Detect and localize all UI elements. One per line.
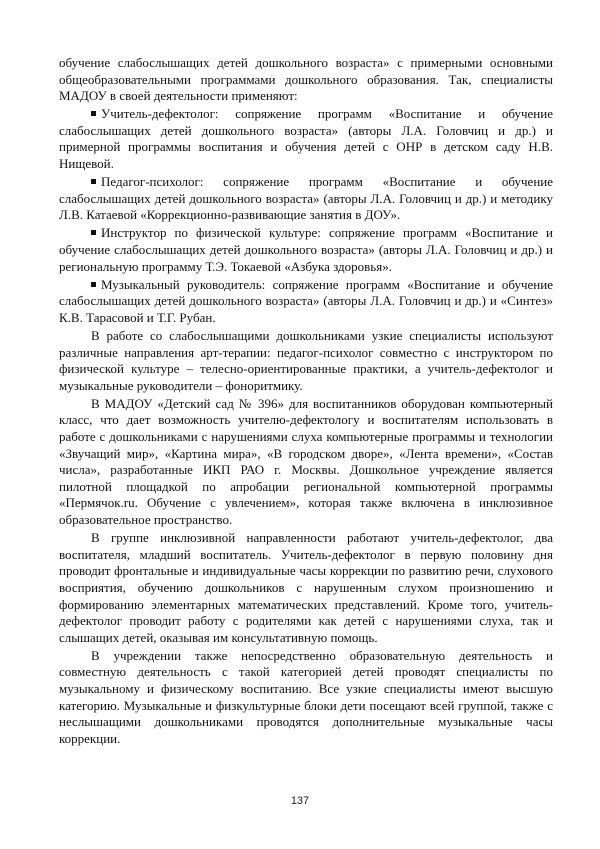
bullet-item-pe-instructor [59,225,553,275]
bullet-icon [91,230,96,235]
bullet-text: Учитель-дефектолог: сопряжение программ «Воспитание и обучение слабослышащих детей дошкольного возраста» (авторы Л.А. Головчиц и др.) и примерной программы воспитания и обучения детей с ОНР в детском саду Н.В. Нищевой. [59,106,553,172]
paragraph-inclusive-group: В группе инклюзивной направленности работают учитель-дефектолог, два воспитателя, младший воспитатель. Учитель-дефектолог в первую половину дня проводит фронтальные и индивидуальные часы коррекции по развитию речи, слухового восприятия, обучению дошкольников с нарушенным слухом произношению и формированию элементарных математических представлений. Кроме того, учитель-дефектолог проводит работу с родителями как детей с нарушениями слуха, так и слышащих детей, оказывая им консультативную помощь. [59,530,553,645]
bullet-icon [91,179,96,184]
paragraph-art-therapy: В работе со слабослышащими дошкольниками узкие специалисты используют различные направления арт-терапии: педагог-психолог совместно с инструктором по физической культуре – телесно-ориентированные практики, а учитель-дефектолог и музыкальные руководители – фоноритмику. [59,328,553,393]
body-text [59,55,553,749]
bullet-text: Музыкальный руководитель: сопряжение программ «Воспитание и обучение слабослышащих детей дошкольного возраста» (авторы Л.А. Головчиц и др.) и «Синтез» К.В. Тарасовой и Т.Г. Рубан. [59,276,553,325]
bullet-icon [91,111,96,116]
bullet-text: Педагог-психолог: сопряжение программ «Воспитание и обучение слабослышащих детей дошкольного возраста» (авторы Л.А. Головчиц и др.) и методику Л.В. Катаевой «Коррекционно-развивающие занятия в ДОУ». [59,174,553,223]
paragraph-intro: обучение слабослышащих детей дошкольного возраста» с примерными основными общеобразовательными программами дошкольного образования. Так, специалисты МАДОУ в своей деятельности применяют: [59,55,553,104]
bullet-item-psychologist [59,174,553,224]
page-number: 137 [290,795,310,807]
bullet-item-music-director [59,277,553,327]
bullet-text: Инструктор по физической культуре: сопряжение программ «Воспитание и обучение слабослышащих детей дошкольного возраста» (авторы Л.А. Головчиц и др.) и региональную программу Т.Э. Токаевой «Азбука здоровья». [59,225,553,274]
paragraph-specialists: В учреждении также непосредственно образовательную деятельность и совместную деятельность с такой категорией детей проводят специалисты по музыкальному и физическому воспитанию. Все узкие специалисты имеют высшую категорию. Музыкальные и физкультурные блоки дети посещают всей группой, также с неслышащими дошкольниками проводятся дополнительные музыкальные часы коррекции. [59,647,553,746]
paragraph-computer-class: В МАДОУ «Детский сад № 396» для воспитанников оборудован компьютерный класс, что дает возможность учителю-дефектологу и воспитателям использовать в работе с дошкольниками с нарушениями слуха компьютерные программы и технологии «Звучащий мир», «Картина мира», «В городском дворе», «Лента времени», «Состав числа», разработанные ИКП РАО г. Москвы. Дошкольное учреждение является пилотной площадкой по апробации региональной компьютерной программы «Пермячок.ru. Обучение с увлечением», которая также включена в инклюзивное образовательное пространство. [59,395,553,528]
bullet-icon [91,282,96,287]
bullet-item-defectologist [59,106,553,172]
